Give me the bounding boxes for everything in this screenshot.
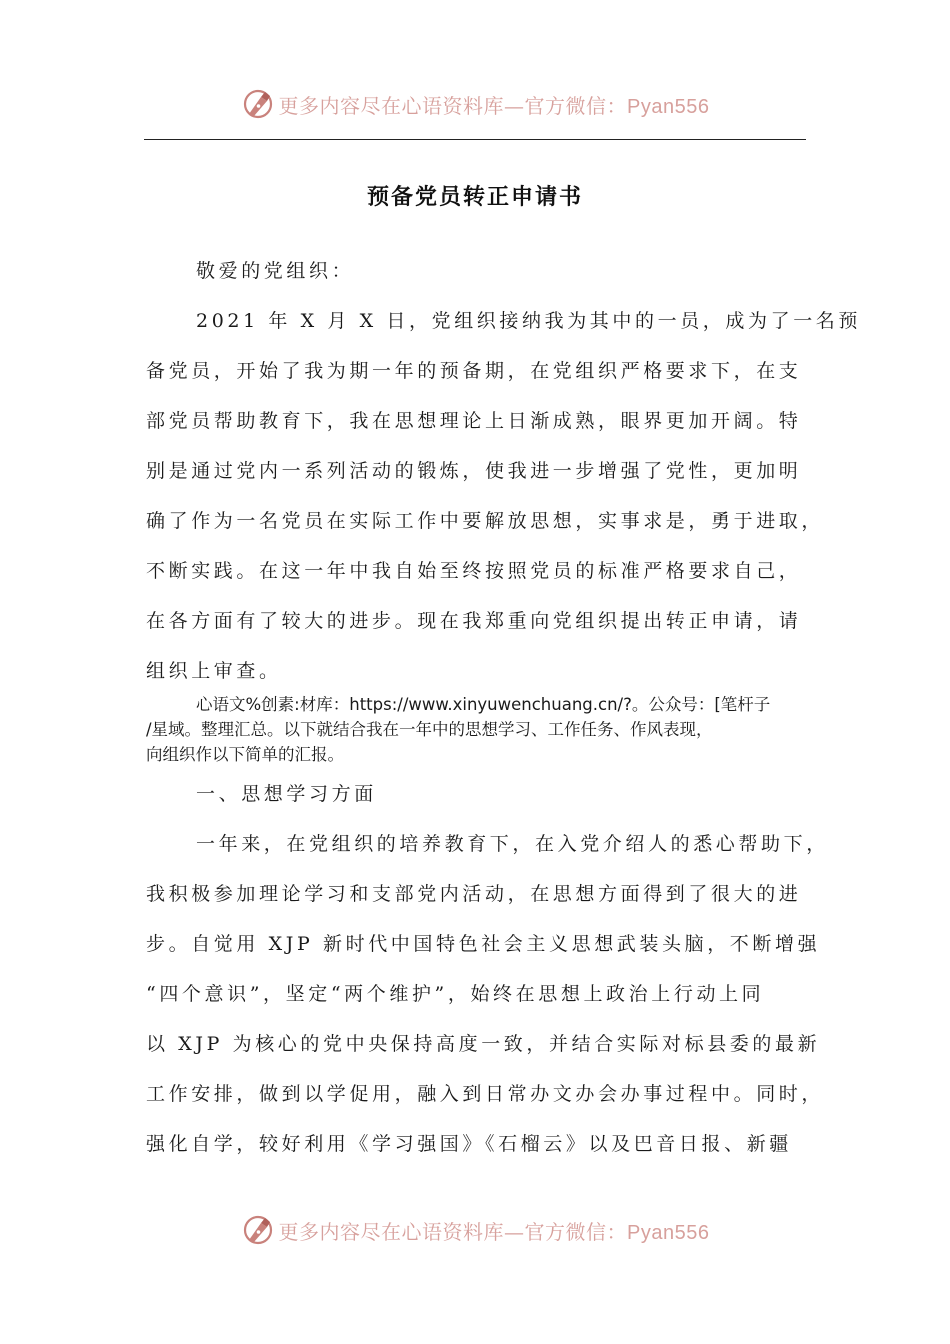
header-banner: [0, 84, 950, 124]
paragraph-line: 强化自学，较好利用《学习强国》《石榴云》以及巴音日报、新疆: [146, 1133, 792, 1155]
pen-nib-logo-icon: [241, 87, 275, 121]
banner-wechat-id: Pyan556: [627, 1221, 710, 1244]
paragraph-line: 在各方面有了较大的进步。现在我郑重向党组织提出转正申请，请: [146, 610, 802, 632]
paragraph-line: 工作安排，做到以学促用，融入到日常办文办会办事过程中。同时，: [146, 1083, 825, 1105]
footer-banner: [0, 1210, 950, 1250]
paragraph-line: 2021 年 X 月 X 日，党组织接纳我为其中的一员，成为了一名预: [196, 310, 862, 332]
salutation: 敬爱的党组织：: [196, 260, 355, 282]
paragraph-line: 我积极参加理论学习和支部党内活动，在思想方面得到了很大的进: [146, 883, 802, 905]
banner-text: [279, 1216, 710, 1245]
banner-text: [279, 90, 710, 119]
section-heading: 一、思想学习方面: [196, 783, 377, 805]
paragraph-line: 组织上审查。: [146, 660, 282, 682]
note-line: /星域。整理汇总。以下就结合我在一年中的思想学习、工作任务、作风表现，: [146, 720, 713, 739]
paragraph-line: 步。自觉用 XJP 新时代中国特色社会主义思想武装头脑，不断增强: [146, 933, 821, 955]
paragraph-line: “四个意识”，坚定“两个维护”，始终在思想上政治上行动上同: [146, 983, 765, 1005]
note-line: 向组织作以下简单的汇报。: [146, 745, 344, 764]
paragraph-line: 确了作为一名党员在实际工作中要解放思想，实事求是，勇于进取，: [146, 510, 825, 532]
paragraph-line: 不断实践。在这一年中我自始至终按照党员的标准严格要求自己，: [146, 560, 802, 582]
document-title: 预备党员转正申请书: [366, 185, 583, 210]
paragraph-line: 别是通过党内一系列活动的锻炼，使我进一步增强了党性，更加明: [146, 460, 802, 482]
note-line: 心语文%创素:材库：https://www.xinyuwenchuang.cn/?。公众号：[笔杆子: [196, 695, 771, 714]
pen-nib-logo-icon: [241, 1213, 275, 1247]
banner-slogan: 更多内容尽在心语资料库—官方微信：: [278, 93, 628, 118]
paragraph-line: 备党员，开始了我为期一年的预备期，在党组织严格要求下，在支: [146, 360, 802, 382]
paragraph-line: 部党员帮助教育下，我在思想理论上日渐成熟，眼界更加开阔。特: [146, 410, 802, 432]
paragraph-line: 以 XJP 为核心的党中央保持高度一致，并结合实际对标县委的最新: [146, 1033, 821, 1055]
banner-slogan: 更多内容尽在心语资料库—官方微信：: [278, 1219, 628, 1244]
paragraph-line: 一年来，在党组织的培养教育下，在入党介绍人的悉心帮助下，: [196, 833, 829, 855]
header-divider: [144, 139, 806, 140]
banner-wechat-id: Pyan556: [627, 95, 710, 118]
